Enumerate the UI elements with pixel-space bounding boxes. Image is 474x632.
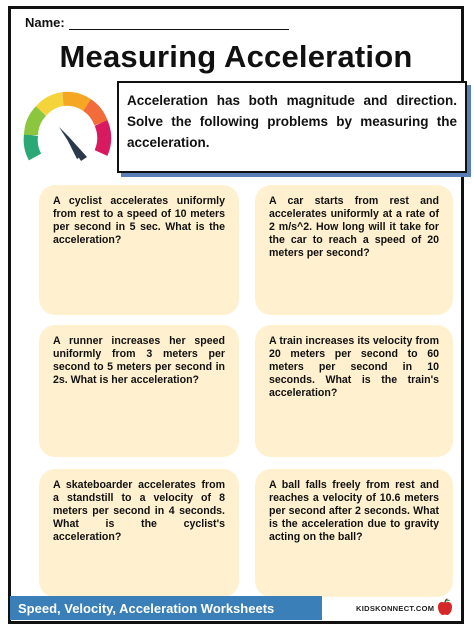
problem-card-4: A train increases its velocity from 20 meters per second to 60 meters per second in 10 seconds. What is the train's acceleration? (255, 325, 453, 457)
speedometer-icon (21, 89, 113, 169)
name-label: Name: (25, 15, 65, 30)
instructions-box: Acceleration has both magnitude and direction. Solve the following problems by measuring the acceleration. (117, 81, 467, 173)
brand-text: KIDSKONNECT.COM (356, 604, 435, 613)
problem-card-1: A cyclist accelerates uniformly from rest to a speed of 10 meters per second in 5 sec. What is the acceleration? (39, 185, 239, 315)
problem-card-6: A ball falls freely from rest and reaches a velocity of 10.6 meters per second after 2 seconds. What is the acceleration due to gravity acting on the ball? (255, 469, 453, 597)
problem-card-5: A skateboarder accelerates from a standstill to a velocity of 8 meters per second in 4 seconds. What is the cyclist's acceleration? (39, 469, 239, 597)
worksheet-page (8, 6, 464, 624)
name-blank-line[interactable] (69, 17, 289, 30)
footer-banner: Speed, Velocity, Acceleration Worksheets (10, 596, 322, 620)
page-title: Measuring Acceleration (59, 39, 413, 74)
problem-card-2: A car starts from rest and accelerates uniformly at a rate of 2 m/s^2. How long will it take for the car to reach a speed of 20 meters per second? (255, 185, 453, 315)
problem-card-3: A runner increases her speed uniformly from 3 meters per second to 5 meters per second in 2s. What is her acceleration? (39, 325, 239, 457)
name-field-row (25, 15, 289, 30)
apple-icon (437, 598, 453, 616)
